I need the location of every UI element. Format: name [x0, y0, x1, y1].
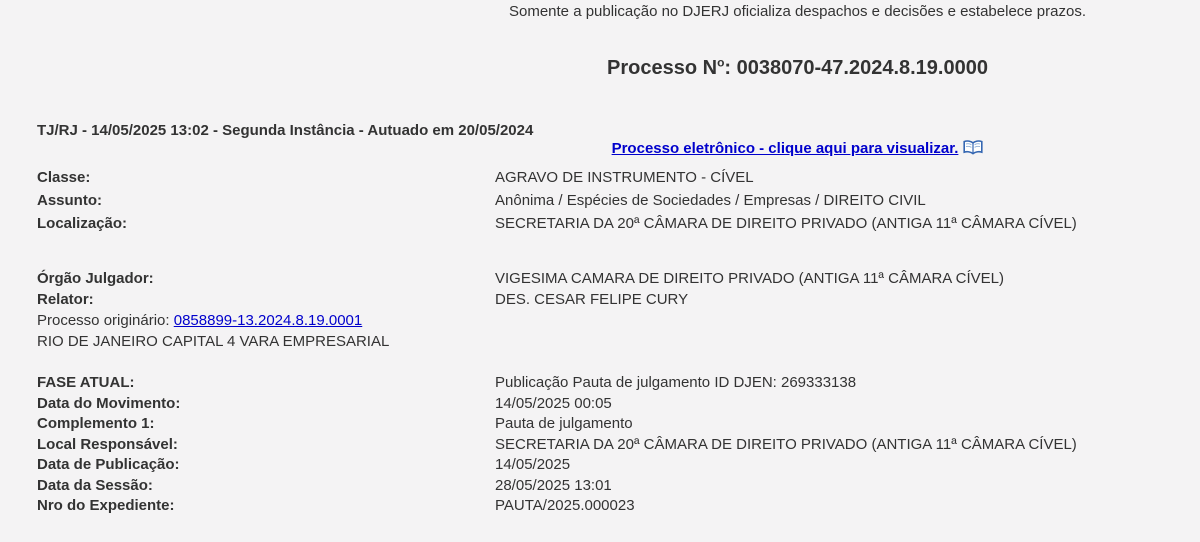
- field-value: SECRETARIA DA 20ª CÂMARA DE DIREITO PRIVADO (ANTIGA 11ª CÂMARA CÍVEL): [495, 215, 1077, 232]
- field-value: 28/05/2025 13:01: [495, 476, 612, 494]
- current-phase-section: [37, 373, 1200, 517]
- origin-process-label: Processo originário:: [37, 312, 170, 329]
- process-number: : 0038070-47.2024.8.19.0000: [724, 57, 988, 79]
- field-value: 14/05/2025: [495, 456, 571, 473]
- field-value: PAUTA/2025.000023: [495, 497, 635, 514]
- field-label: Nro do Expediente:: [37, 497, 175, 514]
- field-value: Anônima / Espécies de Sociedades / Empresas / DIREITO CIVIL: [495, 192, 926, 209]
- origin-court-line: RIO DE JANEIRO CAPITAL 4 VARA EMPRESARIAL: [37, 333, 390, 350]
- field-row-data-sessao: [37, 476, 1200, 497]
- djerj-notice: Somente a publicação no DJERJ oficializa despachos e decisões e estabelece prazos.: [508, 3, 1086, 20]
- field-label: Assunto:: [37, 192, 102, 209]
- process-title-ordinal: o: [717, 55, 725, 70]
- field-row-relator: [37, 289, 1200, 310]
- field-label: Local Responsável:: [37, 435, 178, 453]
- field-row-data-publicacao: [37, 455, 1200, 476]
- field-label: Data da Sessão:: [37, 476, 153, 494]
- field-label: Classe:: [37, 169, 91, 186]
- field-label: Órgão Julgador:: [37, 270, 154, 287]
- field-value: Pauta de julgamento: [495, 415, 633, 432]
- field-value: SECRETARIA DA 20ª CÂMARA DE DIREITO PRIVADO (ANTIGA 11ª CÂMARA CÍVEL): [495, 435, 1077, 453]
- field-row-fase-atual: [37, 373, 1200, 394]
- origin-process-link[interactable]: 0858899-13.2024.8.19.0001: [173, 312, 363, 329]
- field-row-complemento-1: [37, 414, 1200, 435]
- electronic-process-link-line: [495, 140, 1100, 159]
- field-row-local-responsavel: [37, 435, 1200, 456]
- field-value: DES. CESAR FELIPE CURY: [495, 291, 689, 308]
- field-value: VIGESIMA CAMARA DE DIREITO PRIVADO (ANTIGA 11ª CÂMARA CÍVEL): [495, 270, 1005, 287]
- field-label: FASE ATUAL:: [37, 374, 135, 391]
- process-title-prefix: Processo N: [607, 57, 718, 79]
- field-label: Relator:: [37, 291, 94, 308]
- field-row-classe: [37, 166, 1200, 189]
- field-label: Localização:: [37, 215, 128, 232]
- field-value: AGRAVO DE INSTRUMENTO - CÍVEL: [495, 169, 754, 186]
- origin-process-line: [37, 310, 1200, 331]
- process-title: [495, 57, 1100, 80]
- field-row-localizacao: [37, 212, 1200, 235]
- open-book-icon: [963, 140, 983, 159]
- field-label: Complemento 1:: [37, 415, 155, 432]
- field-label: Data do Movimento:: [37, 394, 181, 412]
- judging-section: [37, 268, 1200, 352]
- field-row-nro-expediente: [37, 496, 1200, 517]
- field-row-assunto: [37, 189, 1200, 212]
- classification-section: [37, 166, 1200, 235]
- field-row-orgao-julgador: [37, 268, 1200, 289]
- case-header-line: TJ/RJ - 14/05/2025 13:02 - Segunda Instância - Autuado em 20/05/2024: [37, 122, 534, 139]
- field-row-data-movimento: [37, 394, 1200, 415]
- field-value: 14/05/2025 00:05: [495, 394, 612, 412]
- field-label: Data de Publicação:: [37, 456, 180, 473]
- field-value: Publicação Pauta de julgamento ID DJEN: 269333138: [495, 374, 857, 391]
- electronic-process-link[interactable]: Processo eletrônico - clique aqui para visualizar.: [611, 140, 959, 157]
